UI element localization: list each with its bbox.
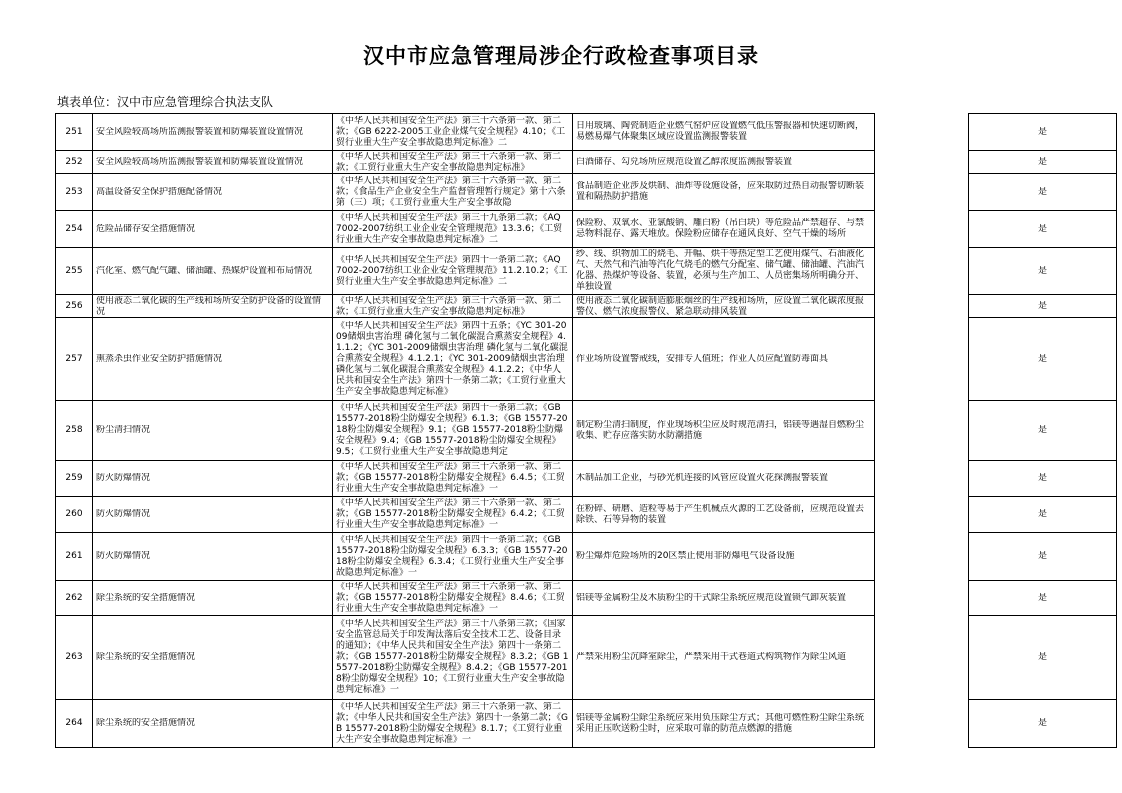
inspection-content: [573, 533, 875, 581]
inspection-content-text: 铝镁等金属粉尘除尘系统应采用负压除尘方式；其他可燃性粉尘除尘系统采用正压吹送粉尘时，应采取可靠的防范点燃源的措施: [576, 712, 865, 734]
legal-basis-text: 《中华人民共和国安全生产法》第三十六条第一款、第二款；《GB 15577-2018粉尘防爆安全规程》6.4.5；《工贸行业重大生产安全事故隐患判定标准》一: [336, 462, 565, 494]
inspection-item: [93, 318, 333, 401]
row-number-text: 251: [65, 126, 83, 137]
table-row: [56, 211, 1117, 248]
inspection-content-text: 日用玻璃、陶瓷制造企业燃气窑炉应设置燃气低压警报器和快速切断阀，易燃易爆气体聚集区域应设置监测报警装置: [576, 121, 865, 142]
table-row: [56, 401, 1117, 461]
legal-basis: [333, 211, 573, 248]
inspection-content: [573, 497, 875, 533]
table-row: [56, 114, 1117, 151]
legal-basis-text: 《中华人民共和国安全生产法》第四十一条第二款；《GB 15577-2018粉尘防爆安全规程》6.3.3；《GB 15577-2018粉尘防爆安全规程》6.3.4；《工贸行业重大生产安全事故隐患判定标准》一: [336, 534, 568, 578]
row-number: [56, 151, 93, 174]
legal-basis-text: 《中华人民共和国安全生产法》第四十一条第二款；《AQ 7002-2007纺织工业企业安全管理规范》11.2.10.2；《工贸行业重大生产安全事故隐患判定标准》二: [336, 254, 568, 287]
legal-basis: [333, 461, 573, 497]
applicable-result: [969, 318, 1117, 401]
inspection-item-text: 安全风险较高场所监测报警装置和防爆装置设置情况: [96, 156, 304, 167]
inspection-item-text: 汽化室、燃气配气罐、储油罐、热媒炉设置和布局情况: [96, 265, 313, 276]
table-row: [56, 174, 1117, 211]
row-number: [56, 401, 93, 461]
legal-basis: [333, 700, 573, 748]
row-number-text: 254: [65, 223, 83, 234]
applicable-result: [969, 616, 1117, 700]
table-row: [56, 248, 1117, 295]
inspection-item: [93, 151, 333, 174]
inspection-item: [93, 211, 333, 248]
table-row: [56, 151, 1117, 174]
legal-basis-text: 《中华人民共和国安全生产法》第三十六条第一款、第二款；《GB 15577-2018粉尘防爆安全规程》6.4.2；《工贸行业重大生产安全事故隐患判定标准》一: [336, 498, 565, 530]
legal-basis-text: 《中华人民共和国安全生产法》第三十六条第一款、第二款；《GB 6222-2005工业企业煤气安全规程》4.10；《工贸行业重大生产安全事故隐患判定标准》二: [336, 115, 566, 148]
inspection-content-text: 白酒储存、勾兑场所应规范设置乙醇浓度监测报警装置: [576, 156, 793, 167]
inspection-item: [93, 700, 333, 748]
row-number: [56, 461, 93, 497]
row-number-text: 262: [65, 592, 83, 603]
column-gap: [875, 174, 969, 211]
inspection-item-text: 使用液态二氧化碳的生产线和场所安全防护设备的设置情况: [96, 295, 322, 317]
legal-basis: [333, 581, 573, 616]
legal-basis: [333, 248, 573, 295]
inspection-item-text: 防火防爆情况: [96, 509, 151, 519]
row-number-text: 253: [65, 186, 83, 197]
inspection-content: [573, 616, 875, 700]
applicable-result-text: 是: [1037, 353, 1047, 364]
inspection-content: [573, 401, 875, 461]
row-number: [56, 581, 93, 616]
row-number: [56, 295, 93, 318]
inspection-item-text: 防火防爆情况: [96, 551, 151, 561]
inspection-item: [93, 461, 333, 497]
column-gap: [875, 700, 969, 748]
column-gap: [875, 211, 969, 248]
inspection-content: [573, 174, 875, 211]
inspection-content-text: 在粉碎、研磨、造粒等易于产生机械点火源的工艺设备前，应规范设置去除铁、石等异物的装置: [576, 503, 865, 525]
inspection-content: [573, 700, 875, 748]
inspection-item-text: 粉尘清扫情况: [96, 425, 151, 435]
legal-basis: [333, 616, 573, 700]
inspection-item: [93, 295, 333, 318]
reporting-unit: 填表单位：汉中市应急管理综合执法支队: [57, 95, 274, 109]
applicable-result-text: 是: [1037, 265, 1047, 276]
applicable-result-text: 是: [1037, 652, 1047, 662]
inspection-content: [573, 151, 875, 174]
applicable-result-text: 是: [1037, 425, 1047, 435]
applicable-result-text: 是: [1037, 300, 1047, 311]
inspection-item: [93, 174, 333, 211]
inspection-item-text: 熏蒸杀虫作业安全防护措施情况: [96, 353, 223, 364]
applicable-result: [969, 174, 1117, 211]
table-row: [56, 295, 1117, 318]
row-number-text: 256: [65, 300, 83, 311]
legal-basis: [333, 533, 573, 581]
applicable-result: [969, 533, 1117, 581]
inspection-content: [573, 248, 875, 295]
legal-basis-text: 《中华人民共和国安全生产法》第三十六条第一款、第二款；《食品生产企业安全生产监督管理暂行规定》第十六条第（三）项；《工贸行业重大生产安全事故隐: [336, 175, 566, 208]
inspection-content-text: 保险粉、双氧水、亚氯酸钠、雕白粉（吊白块）等危险品严禁超存、与禁忌物料混存、露天堆放。保险粉应储存在通风良好、空气干燥的场所: [576, 218, 865, 239]
legal-basis-text: 《中华人民共和国安全生产法》第四十一条第二款；《GB 15577-2018粉尘防爆安全规程》6.1.3；《GB 15577-2018粉尘防爆安全规程》9.1；《GB 15577-2018粉尘防爆安全规程》9.4；《GB 15577-2018粉尘防爆安全规程》9.5；《工贸行业重大生产安全事故隐患判定: [336, 403, 568, 457]
table-row: [56, 318, 1117, 401]
inspection-item-text: 除尘系统的安全措施情况: [96, 718, 196, 728]
row-number-text: 263: [65, 652, 83, 662]
legal-basis-text: 《中华人民共和国安全生产法》第三十六条第一款、第二款；《中华人民共和国安全生产法》第四十一条第二款；《GB 15577-2018粉尘防爆安全规程》8.1.7；《工贸行业重大生产安全事故隐患判定标准》一: [336, 701, 568, 745]
inspection-item-text: 危险品储存安全措施情况: [96, 223, 196, 234]
inspection-content-text: 铝镁等金属粉尘及木质粉尘的干式除尘系统应规范设置锁气卸灰装置: [576, 592, 847, 603]
inspection-content-text: 食品制造企业涉及烘制、油炸等设施设备，应采取防过热自动报警切断装置和隔热防护措施: [576, 181, 865, 202]
applicable-result: [969, 295, 1117, 318]
legal-basis: [333, 174, 573, 211]
table-row: [56, 616, 1117, 700]
table-row: [56, 497, 1117, 533]
column-gap: [875, 497, 969, 533]
inspection-content-text: 制定粉尘清扫制度，作业现场积尘应及时规范清扫，铝镁等遇湿自燃粉尘收集、贮存应落实防水防潮措施: [576, 419, 865, 441]
inspection-item: [93, 533, 333, 581]
row-number-text: 261: [65, 551, 83, 561]
table-row: [56, 533, 1117, 581]
row-number: [56, 497, 93, 533]
inspection-content: [573, 295, 875, 318]
row-number-text: 258: [65, 425, 83, 435]
legal-basis: [333, 114, 573, 151]
legal-basis-text: 《中华人民共和国安全生产法》第三十九条第二款；《AQ 7002-2007纺织工业企业安全管理规范》13.3.6；《工贸行业重大生产安全事故隐患判定标准》二: [336, 212, 563, 245]
table-row: [56, 581, 1117, 616]
table-row: [56, 461, 1117, 497]
column-gap: [875, 114, 969, 151]
row-number: [56, 174, 93, 211]
applicable-result-text: 是: [1037, 551, 1047, 561]
inspection-content: [573, 114, 875, 151]
table-row: [56, 700, 1117, 748]
applicable-result: [969, 497, 1117, 533]
row-number: [56, 114, 93, 151]
row-number: [56, 616, 93, 700]
inspection-content: [573, 318, 875, 401]
inspection-table: [55, 113, 1117, 748]
row-number: [56, 211, 93, 248]
inspection-content-text: 使用液态二氧化碳制造膨胀烟丝的生产线和场所，应设置二氧化碳浓度报警仪、燃气浓度报警仪、紧急联动排风装置: [576, 295, 865, 317]
column-gap: [875, 318, 969, 401]
row-number-text: 255: [65, 265, 83, 276]
inspection-item: [93, 616, 333, 700]
applicable-result: [969, 700, 1117, 748]
row-number-text: 257: [65, 353, 83, 364]
legal-basis-text: 《中华人民共和国安全生产法》第三十八条第三款；《国家安全监管总局关于印发淘汰落后安全技术工艺、设备目录的通知》；《中华人民共和国安全生产法》第四十一条第二款；《GB 15577-2018粉尘防爆安全规程》8.3.2；《GB 15577-2018粉尘防爆安全规程》8.4.2；《GB 15577-2018粉尘防爆安全规程》10；《工贸行业重大生产安全事故隐患判定标准》一: [336, 619, 569, 695]
inspection-item-text: 高温设备安全保护措施配备情况: [96, 186, 223, 197]
legal-basis-text: 《中华人民共和国安全生产法》第四十五条；《YC 301-2009储烟虫害治理 磷化氢与二氧化碳混合熏蒸安全规程》4.1.1.2；《YC 301-2009储烟虫害治理 磷化氢与二氧化碳混合熏蒸安全规程》4.1.2.1；《YC 301-2009储烟虫害治理 磷化氢与二氧化碳混合熏蒸安全规程》4.1.2.2；《中华人民共和国安全生产法》第四十一条第二款；《工贸行业重大生产安全事故隐患判定标准》: [336, 320, 568, 397]
row-number: [56, 700, 93, 748]
legal-basis-text: 《中华人民共和国安全生产法》第三十六条第一款、第二款；《工贸行业重大生产安全事故隐患判定标准》: [336, 151, 562, 173]
inspection-content-text: 木制品加工企业，与砂光机连接的风管应设置火花探测报警装置: [576, 473, 829, 483]
inspection-item-text: 除尘系统的安全措施情况: [96, 592, 196, 603]
column-gap: [875, 533, 969, 581]
applicable-result-text: 是: [1037, 473, 1047, 483]
applicable-result-text: 是: [1037, 509, 1047, 519]
legal-basis-text: 《中华人民共和国安全生产法》第三十六条第一款、第二款；《GB 15577-2018粉尘防爆安全规程》8.4.6；《工贸行业重大生产安全事故隐患判定标准》一: [336, 581, 565, 614]
inspection-item: [93, 248, 333, 295]
legal-basis: [333, 497, 573, 533]
applicable-result: [969, 248, 1117, 295]
legal-basis: [333, 151, 573, 174]
inspection-content-text: 严禁采用粉尘沉降室除尘，严禁采用干式巷道式构筑物作为除尘风道: [576, 652, 847, 662]
inspection-item: [93, 401, 333, 461]
inspection-item: [93, 497, 333, 533]
row-number-text: 259: [65, 473, 83, 483]
page-title: 汉中市应急管理局涉企行政检查事项目录: [363, 44, 759, 68]
inspection-item-text: 防火防爆情况: [96, 473, 151, 483]
legal-basis-text: 《中华人民共和国安全生产法》第三十六条第一款、第二款；《工贸行业重大生产安全事故隐患判定标准》: [336, 295, 562, 317]
row-number-text: 252: [65, 156, 83, 167]
inspection-content: [573, 581, 875, 616]
column-gap: [875, 581, 969, 616]
inspection-content: [573, 461, 875, 497]
column-gap: [875, 295, 969, 318]
applicable-result-text: 是: [1037, 186, 1047, 197]
row-number: [56, 248, 93, 295]
inspection-item-text: 安全风险较高场所监测报警装置和防爆装置设置情况: [96, 126, 304, 137]
applicable-result: [969, 211, 1117, 248]
column-gap: [875, 616, 969, 700]
inspection-item: [93, 114, 333, 151]
inspection-content-text: 粉尘爆炸危险场所的20区禁止使用非防爆电气设备设施: [576, 551, 795, 561]
applicable-result-text: 是: [1037, 126, 1047, 137]
row-number-text: 264: [65, 718, 83, 728]
column-gap: [875, 401, 969, 461]
legal-basis: [333, 318, 573, 401]
legal-basis: [333, 401, 573, 461]
applicable-result: [969, 461, 1117, 497]
legal-basis: [333, 295, 573, 318]
applicable-result-text: 是: [1037, 156, 1047, 167]
applicable-result: [969, 114, 1117, 151]
applicable-result-text: 是: [1037, 592, 1047, 603]
inspection-item-text: 除尘系统的安全措施情况: [96, 652, 196, 662]
row-number: [56, 533, 93, 581]
applicable-result: [969, 401, 1117, 461]
inspection-content-text: 纱、线、织物加工的烧毛、开幅、烘干等热定型工艺使用煤气、石油液化气、天然气和汽油等汽化气烧毛的燃气分配室、储气罐、储油罐、汽油汽化器、热煤炉等设备、装置，必须与生产加工、人员密集场所明确分开、单独设置: [576, 249, 865, 292]
column-gap: [875, 151, 969, 174]
column-gap: [875, 248, 969, 295]
applicable-result: [969, 151, 1117, 174]
column-gap: [875, 461, 969, 497]
applicable-result-text: 是: [1037, 718, 1047, 728]
applicable-result: [969, 581, 1117, 616]
inspection-content: [573, 211, 875, 248]
row-number-text: 260: [65, 509, 83, 519]
row-number: [56, 318, 93, 401]
inspection-item: [93, 581, 333, 616]
applicable-result-text: 是: [1037, 223, 1047, 234]
inspection-content-text: 作业场所设置警戒线，安排专人值班；作业人员应配置防毒面具: [576, 353, 829, 364]
